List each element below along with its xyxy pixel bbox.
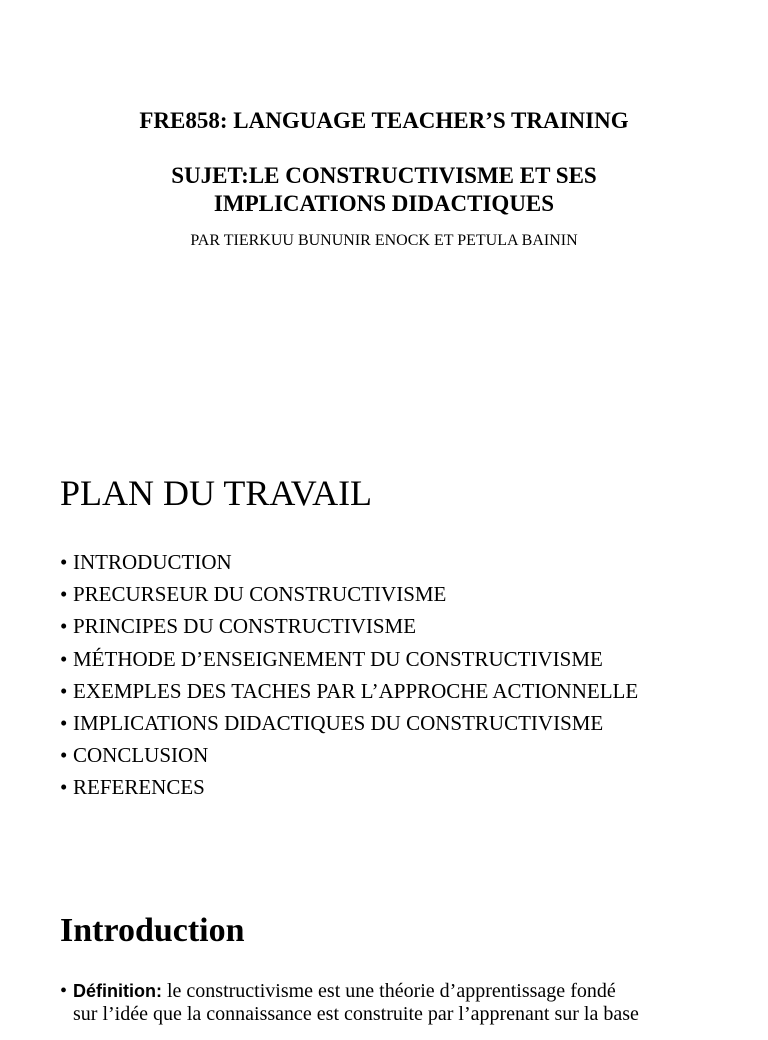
authors: PAR TIERKUU BUNUNIR ENOCK ET PETULA BAININ	[190, 232, 578, 249]
intro-heading: Introduction	[60, 912, 245, 949]
bullet-icon: •	[60, 743, 68, 768]
definition-text-line-1: le constructivisme est une théorie d’apprentissage fondé	[161, 980, 616, 1002]
list-item	[60, 643, 638, 675]
bullet-icon: •	[60, 775, 68, 800]
bullet-icon: •	[60, 550, 68, 574]
title-slide	[0, 0, 768, 430]
list-item-label: PRINCIPES DU CONSTRUCTIVISME	[73, 614, 417, 639]
list-item	[60, 610, 638, 642]
bullet-icon: •	[60, 980, 68, 1002]
list-item-label: REFERENCES	[73, 775, 205, 800]
definition-term: Définition:	[73, 981, 162, 1001]
list-item-label: CONCLUSION	[73, 743, 209, 768]
list-item	[60, 675, 638, 707]
list-item	[60, 578, 638, 610]
definition-paragraph	[60, 980, 710, 1026]
bullet-icon: •	[60, 582, 68, 607]
plan-list	[60, 546, 638, 804]
list-item	[60, 546, 638, 578]
bullet-icon: •	[60, 678, 68, 703]
bullet-icon: •	[60, 711, 68, 736]
subject-title	[0, 162, 768, 218]
subject-title-line-1: SUJET:LE CONSTRUCTIVISME ET SES	[171, 163, 597, 188]
list-item-label: MÉTHODE D’ENSEIGNEMENT DU CONSTRUCTIVISME	[73, 646, 603, 671]
list-item	[60, 707, 638, 739]
list-item-label: IMPLICATIONS DIDACTIQUES DU CONSTRUCTIVISME	[73, 711, 604, 736]
bullet-icon: •	[60, 646, 68, 671]
list-item	[60, 739, 638, 771]
definition-text-line-2: sur l’idée que la connaissance est construite par l’apprenant sur la base	[73, 1003, 639, 1025]
intro-slide	[0, 880, 768, 1040]
bullet-icon: •	[60, 614, 68, 639]
course-title: FRE858: LANGUAGE TEACHER’S TRAINING	[139, 108, 629, 133]
list-item-label: EXEMPLES DES TACHES PAR L’APPROCHE ACTIONNELLE	[73, 678, 639, 703]
list-item-label: INTRODUCTION	[73, 550, 232, 574]
plan-slide	[0, 440, 768, 870]
plan-heading: PLAN DU TRAVAIL	[60, 473, 373, 513]
list-item	[60, 771, 638, 803]
list-item-label: PRECURSEUR DU CONSTRUCTIVISME	[73, 582, 447, 607]
subject-title-line-2: IMPLICATIONS DIDACTIQUES	[213, 191, 555, 216]
